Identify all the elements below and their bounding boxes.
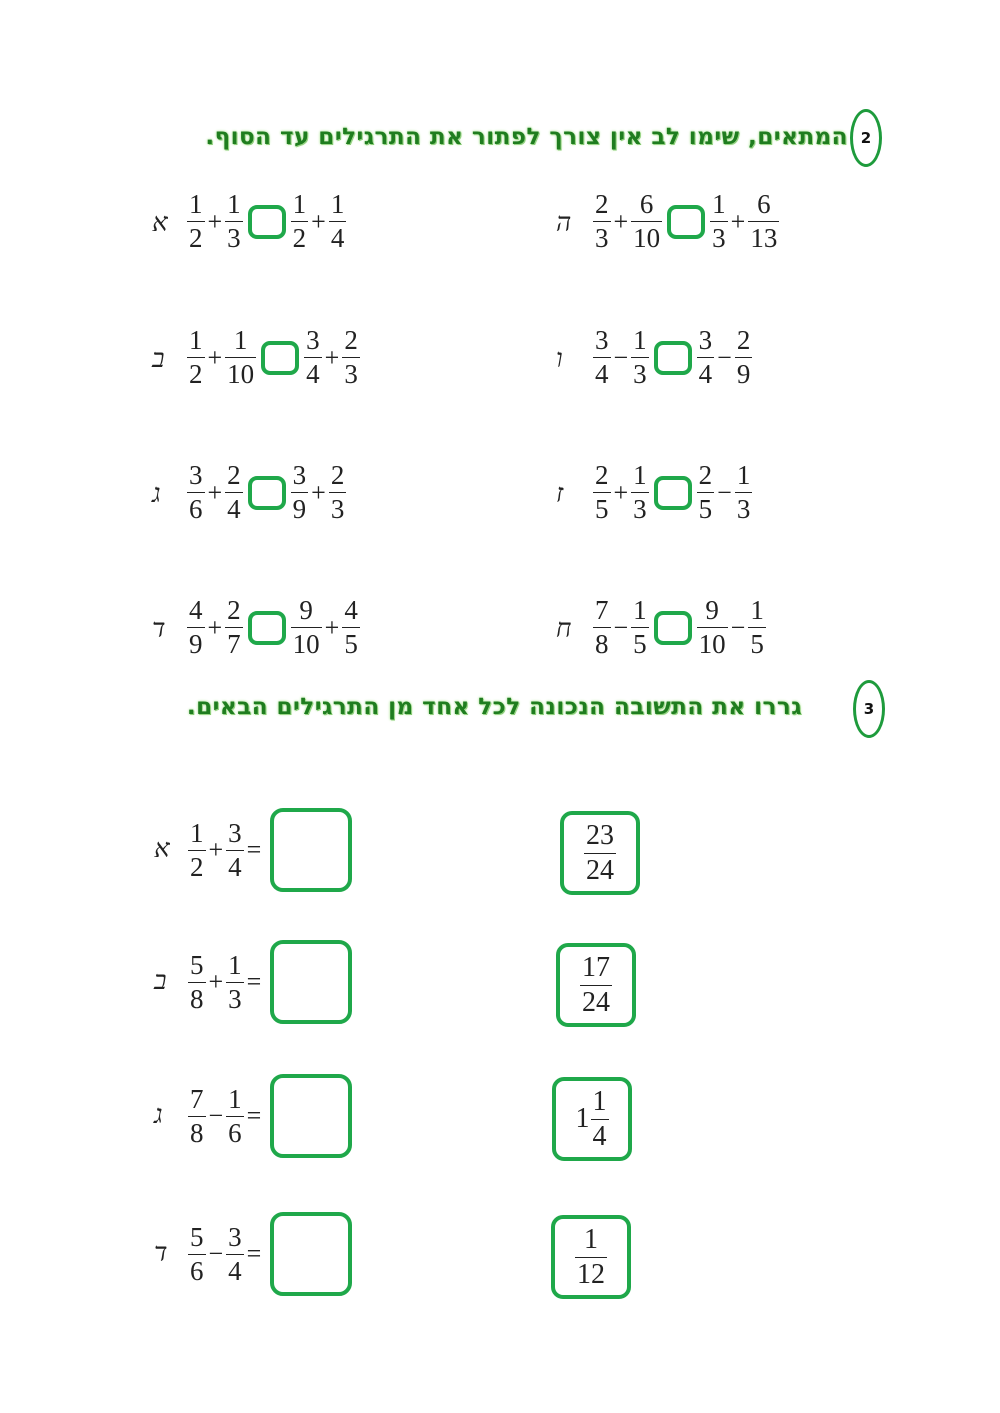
numerator: 3 (595, 325, 609, 355)
question-number-3: 3 (863, 700, 875, 718)
equals-sign: = (246, 835, 262, 864)
numerator: 2 (227, 460, 241, 490)
numerator: 2 (736, 325, 751, 355)
numerator: 1 (633, 460, 647, 490)
denominator: 10 (633, 223, 661, 253)
fraction (226, 1221, 244, 1286)
denominator: 3 (330, 494, 345, 524)
comparison-drop-box[interactable] (248, 611, 286, 645)
denominator: 4 (228, 851, 242, 882)
fraction (329, 191, 347, 252)
numerator: 1 (584, 1223, 598, 1255)
comparison-exercise (593, 327, 752, 388)
fraction (631, 462, 649, 523)
denominator: 3 (633, 359, 647, 389)
question-number-badge-2 (850, 109, 882, 167)
numerator: 2 (344, 325, 358, 355)
draggable-answer-card[interactable] (560, 811, 640, 895)
comparison-drop-box[interactable] (667, 205, 705, 239)
fraction (710, 191, 728, 252)
operator: − (730, 612, 746, 642)
equals-sign: = (246, 1101, 262, 1130)
operator: + (207, 612, 223, 642)
fraction (593, 191, 611, 252)
operator: − (613, 342, 629, 372)
numerator: 23 (586, 819, 614, 851)
numerator: 1 (750, 595, 764, 625)
whole-number: 1 (575, 1103, 590, 1134)
comparison-drop-box[interactable] (248, 476, 286, 510)
operator: − (717, 342, 732, 372)
fraction (291, 191, 309, 252)
fraction (697, 327, 715, 388)
exercise-label: א (152, 208, 168, 237)
exercise-label: ד (154, 1238, 168, 1267)
fraction (291, 462, 309, 523)
fraction (593, 327, 611, 388)
fraction (225, 462, 243, 523)
comparison-exercise (593, 462, 752, 523)
denominator: 3 (228, 983, 242, 1014)
equation-exercise (188, 1212, 352, 1296)
numerator: 1 (633, 325, 647, 355)
denominator: 10 (292, 629, 320, 659)
numerator: 6 (639, 189, 654, 219)
fraction (748, 597, 766, 658)
comparison-drop-box[interactable] (261, 341, 299, 375)
fraction (342, 327, 360, 388)
fraction (187, 327, 205, 388)
operator: + (311, 206, 326, 236)
equals-sign: = (246, 967, 262, 996)
fraction (735, 327, 753, 388)
fraction (631, 327, 649, 388)
answer-drop-box[interactable] (270, 1212, 352, 1296)
denominator: 2 (189, 359, 203, 389)
comparison-drop-box[interactable] (654, 341, 692, 375)
fraction (631, 597, 649, 658)
draggable-answer-card[interactable] (552, 1077, 632, 1161)
numerator: 2 (330, 460, 345, 490)
section2-heading: המתאים, שימו לב אין צורך לפתור את התרגילים עד הסוף. (205, 124, 848, 150)
denominator: 24 (586, 854, 614, 886)
fraction (291, 597, 322, 658)
denominator: 9 (736, 359, 751, 389)
numerator: 1 (712, 189, 726, 219)
numerator: 1 (736, 460, 751, 490)
fraction (342, 597, 360, 658)
denominator: 4 (306, 359, 320, 389)
fraction (735, 462, 753, 523)
numerator: 1 (233, 325, 248, 355)
numerator: 1 (190, 817, 204, 848)
numerator: 1 (228, 1083, 242, 1114)
numerator: 3 (292, 460, 307, 490)
fraction (304, 327, 322, 388)
operator: + (208, 835, 224, 864)
numerator: 4 (344, 595, 358, 625)
comparison-drop-box[interactable] (654, 611, 692, 645)
numerator: 5 (190, 1221, 204, 1252)
exercise-label: ח (556, 614, 572, 643)
fraction (187, 462, 205, 523)
numerator: 7 (190, 1083, 204, 1114)
fraction (593, 462, 611, 523)
numerator: 1 (228, 949, 242, 980)
numerator: 2 (698, 460, 713, 490)
denominator: 3 (595, 223, 609, 253)
fraction (697, 597, 728, 658)
denominator: 6 (189, 494, 203, 524)
numerator: 5 (190, 949, 204, 980)
fraction (226, 949, 244, 1014)
denominator: 5 (595, 494, 609, 524)
denominator: 9 (292, 494, 307, 524)
fraction (580, 951, 612, 1018)
fraction (631, 191, 662, 252)
comparison-exercise (593, 597, 766, 658)
comparison-drop-box[interactable] (654, 476, 692, 510)
operator: + (324, 342, 340, 372)
draggable-answer-card[interactable] (556, 943, 636, 1027)
equals-sign: = (246, 1239, 262, 1268)
numerator: 4 (189, 595, 203, 625)
denominator: 8 (595, 629, 609, 659)
denominator: 13 (750, 223, 778, 253)
denominator: 3 (633, 494, 647, 524)
numerator: 3 (306, 325, 320, 355)
answer-drop-box[interactable] (270, 940, 352, 1024)
denominator: 10 (227, 359, 255, 389)
numerator: 3 (228, 817, 242, 848)
denominator: 2 (189, 223, 203, 253)
numerator: 1 (189, 189, 203, 219)
comparison-exercise (187, 597, 360, 658)
numerator: 9 (299, 595, 313, 625)
exercise-label: ב (152, 344, 165, 373)
fraction (584, 819, 616, 886)
comparison-exercise (593, 191, 779, 252)
denominator: 8 (190, 983, 204, 1014)
numerator: 1 (330, 189, 345, 219)
equation-exercise (188, 808, 352, 892)
denominator: 5 (633, 629, 647, 659)
equation-exercise (188, 1074, 352, 1158)
operator: − (208, 1101, 224, 1130)
denominator: 3 (344, 359, 358, 389)
numerator: 7 (595, 595, 609, 625)
operator: + (207, 342, 223, 372)
denominator: 7 (227, 629, 241, 659)
numerator: 1 (633, 595, 647, 625)
exercise-label: א (154, 834, 170, 863)
operator: + (311, 477, 326, 507)
numerator: 3 (228, 1221, 242, 1252)
numerator: 1 (227, 189, 241, 219)
equation-exercise (188, 940, 352, 1024)
denominator: 4 (330, 223, 345, 253)
fraction (225, 191, 243, 252)
fraction (188, 1083, 206, 1148)
numerator: 6 (757, 189, 771, 219)
numerator: 1 (292, 189, 307, 219)
operator: + (208, 967, 224, 996)
fraction (575, 1223, 607, 1290)
answer-drop-box[interactable] (270, 808, 352, 892)
question-number-2: 2 (860, 129, 872, 147)
numerator: 2 (595, 189, 609, 219)
operator: − (717, 477, 732, 507)
section3-heading: גררו את התשובה הנכונה לכל אחד מן התרגילים הבאים. (186, 694, 802, 720)
exercise-label: ו (556, 344, 563, 373)
denominator: 9 (189, 629, 203, 659)
operator: − (208, 1239, 224, 1268)
operator: + (613, 206, 629, 236)
exercise-label: ד (152, 614, 166, 643)
fraction (697, 462, 715, 523)
denominator: 5 (698, 494, 713, 524)
operator: + (207, 477, 223, 507)
exercise-label: ה (556, 208, 572, 237)
numerator: 2 (595, 460, 609, 490)
numerator: 3 (189, 460, 203, 490)
denominator: 6 (228, 1117, 242, 1148)
denominator: 6 (190, 1255, 204, 1286)
fraction (188, 1221, 206, 1286)
denominator: 5 (750, 629, 764, 659)
numerator: 3 (698, 325, 713, 355)
numerator: 9 (705, 595, 719, 625)
operator: − (613, 612, 629, 642)
comparison-exercise (187, 462, 346, 523)
comparison-exercise (187, 327, 360, 388)
comparison-drop-box[interactable] (248, 205, 286, 239)
exercise-label: ב (154, 966, 167, 995)
fraction (748, 191, 779, 252)
denominator: 12 (577, 1258, 605, 1290)
denominator: 3 (712, 223, 726, 253)
denominator: 24 (582, 986, 610, 1018)
denominator: 4 (698, 359, 713, 389)
fraction (225, 597, 243, 658)
draggable-answer-card[interactable] (551, 1215, 631, 1299)
fraction (188, 817, 206, 882)
exercise-label: ג (152, 479, 161, 508)
denominator: 8 (190, 1117, 204, 1148)
fraction (329, 462, 347, 523)
fraction (187, 191, 205, 252)
fraction (187, 597, 205, 658)
operator: + (207, 206, 223, 236)
operator: + (613, 477, 629, 507)
denominator: 2 (190, 851, 204, 882)
denominator: 4 (228, 1255, 242, 1286)
fraction (226, 817, 244, 882)
numerator: 1 (189, 325, 203, 355)
fraction (226, 1083, 244, 1148)
denominator: 2 (292, 223, 307, 253)
fraction (591, 1085, 609, 1152)
fraction (188, 949, 206, 1014)
numerator: 2 (227, 595, 241, 625)
fraction (593, 597, 611, 658)
numerator: 1 (592, 1085, 607, 1117)
numerator: 17 (582, 951, 610, 983)
denominator: 3 (736, 494, 751, 524)
operator: + (324, 612, 340, 642)
denominator: 4 (595, 359, 609, 389)
exercise-label: ג (154, 1100, 163, 1129)
comparison-exercise (187, 191, 346, 252)
fraction (225, 327, 256, 388)
denominator: 4 (592, 1120, 607, 1152)
denominator: 4 (227, 494, 241, 524)
exercise-label: ז (556, 479, 564, 508)
denominator: 10 (698, 629, 726, 659)
question-number-badge-3 (853, 680, 885, 738)
answer-drop-box[interactable] (270, 1074, 352, 1158)
denominator: 3 (227, 223, 241, 253)
denominator: 5 (344, 629, 358, 659)
operator: + (730, 206, 746, 236)
